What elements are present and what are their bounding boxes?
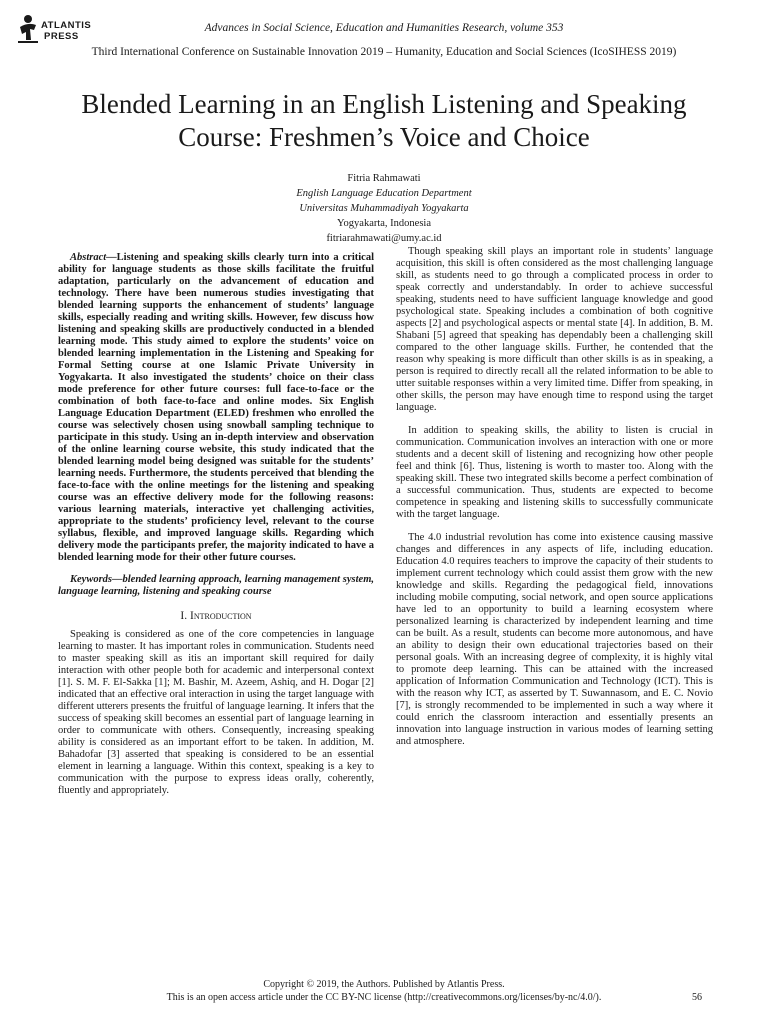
publisher-line1: ATLANTIS [41,20,92,31]
paragraph-right-2: In addition to speaking skills, the ability to listen is crucial in communication. Communication involves an interaction with one or more students and a decent skill of listening and recognizing how other people feel and think [6]. Thus, listening is worth to master too. Along with the speaking skill. These two integrated skills become a perfect combination of a successful communication. Thus, students are expected to become competence in speaking and listening skills to successfully communicate with the target language. [396,425,713,520]
paragraph-right-1: Though speaking skill plays an important role in students’ language acquisition, this skill is often considered as the most challenging language skill, as students need to go through a complicated process in order to speak correctly and understandably. In order to achieve successful speaking, students need to have sufficient language knowledge and good psychological state. Speaking includes a combination of both cognitive aspects [2] and psychological aspects or mental state [4]. In addition, B. M. Shabani [5] agreed that speaking has dependably been a challenging skill compared to the other language skills. Further, he contended that the reason why speaking is more difficult than other skills is as in speaking, a person is required to directly recall all the related information to be able to utter suitable responses within a very limited time. Differ from speaking, in other skills, the person may have enough time to respond using the target language. [396,246,713,413]
author-university: Universitas Muhammadiyah Yogyakarta [299,203,469,214]
license-line: This is an open access article under the CC BY-NC license (http://creativecommons.org/licenses/by-nc/4.0/). [166,992,602,1003]
publisher-line2: PRESS [44,31,79,42]
author-block [0,171,768,246]
author-name: Fitria Rahmawati [347,173,421,184]
abstract-label: Abstract [70,252,107,263]
abstract-text: —Listening and speaking skills clearly turn into a critical ability for language students as those skills facilitate the fruitful adaptation, particularly on the advancement of education and technology. There have been numerous studies investigating that blended learning supports the enhancement of students’ language skills, especially reading and writing skills. However, few discuss how listening and speaking skills are productively conducted in a blended learning mode. This study aimed to explore the students’ voice on blended learning implementation in the Listening and Speaking for Formal Setting course at one Islamic Private University in Yogyakarta. It also investigated the students’ choice on their class mode preference for other future courses: full face-to-face or the combination of both face-to-face and online modes. Six English Language Education Department (ELED) freshmen who enrolled the course was selectively chosen using snowball sampling technique to participate in this study. Using an in-depth interview and observation of the online learning course website, this study indicated that the blended learning model being designed was suitable for the students’ learning needs. Furthermore, the students perceived that blending the face-to-face with the online meetings for the listening and speaking course was an effective delivery mode for the following reasons: various learning materials, interactive yet challenging activities, appropriate to the students’ proficiency level, relevant to the course syllabus, flexible, and improved language skills. Regarding which delivery mode the participants prefer, the majority indicated to have a blended learning mode for their other future courses. [58,252,374,563]
paragraph-right-3: The 4.0 industrial revolution has come into existence causing massive changes and differences in any aspects of life, including education. Education 4.0 requires teachers to improve the capacity of their students to implement current technology which could assist them grow with the new knowledge and skills. Regarding the pedagogical field, innovations including mobile computing, social network, and open source applications have led to an opportunity to build a learning ecosystem where personalized learning is characterized by independent learning and time can be built. As a result, students can become more autonomous, and have an ability to design their own educational trajectories based on their personal goals. With an increasing degree of complexity, it is highly vital to promote deep learning. This can be attained with the increased application of Information Communication and Technology (ICT). This is with the reason why ICT, as asserted by T. Suwannasom, and E. C. Novio [7], is strongly recommended to be implemented in such a way where it could enrich the classroom interaction and essentially presents an innovation into language instruction in various modes of learning setting and atmosphere. [396,532,713,747]
copyright-line: Copyright © 2019, the Authors. Published by Atlantis Press. [263,979,505,990]
conference-header: Third International Conference on Sustainable Innovation 2019 – Humanity, Education and Social Sciences (IcoSIHESS 2019) [91,46,677,58]
author-department: English Language Education Department [296,188,472,199]
author-email: fitriarahmawati@umy.ac.id [326,233,442,244]
paragraph-left-1: Speaking is considered as one of the core competencies in language learning to master. It has important roles in communication. Students need to master speaking skill as itis an important skill required for daily interaction with other people both for academic and interpersonal context [1]. S. M. F. El-Sakka [1]; M. Bashir, M. Azeem, Ashiq, and H. Dogar [2] indicated that an effective oral interaction in using the target language with different utterers presents the fruitful of language learning. It infers that the success of speaking skill becomes an essential part of language learning in order to communicate with others. Consequently, increasing speaking ability is considered as an important effort to be taken. In addition, M. Bahadofar [3] asserted that speaking is considered to be an essential element in learning a language. Within this context, speaking is a key to communication with the purpose to express ideas orally, coherently, fluently and appropriately. [58,629,374,796]
journal-header: Advances in Social Science, Education and Humanities Research, volume 353 [204,22,564,34]
abstract [58,252,374,564]
paper-title: Blended Learning in an English Listening and Speaking Course: Freshmen’s Voice and Choice [81,89,687,152]
page-number: 56 [692,992,702,1003]
keywords: Keywords—blended learning approach, learning management system, language learning, listening and speaking course [58,574,374,597]
page-footer [0,978,768,1004]
section-heading-introduction: I. Introduction [180,610,252,622]
author-location: Yogyakarta, Indonesia [337,218,431,229]
left-column [58,252,374,797]
right-column [396,246,713,759]
